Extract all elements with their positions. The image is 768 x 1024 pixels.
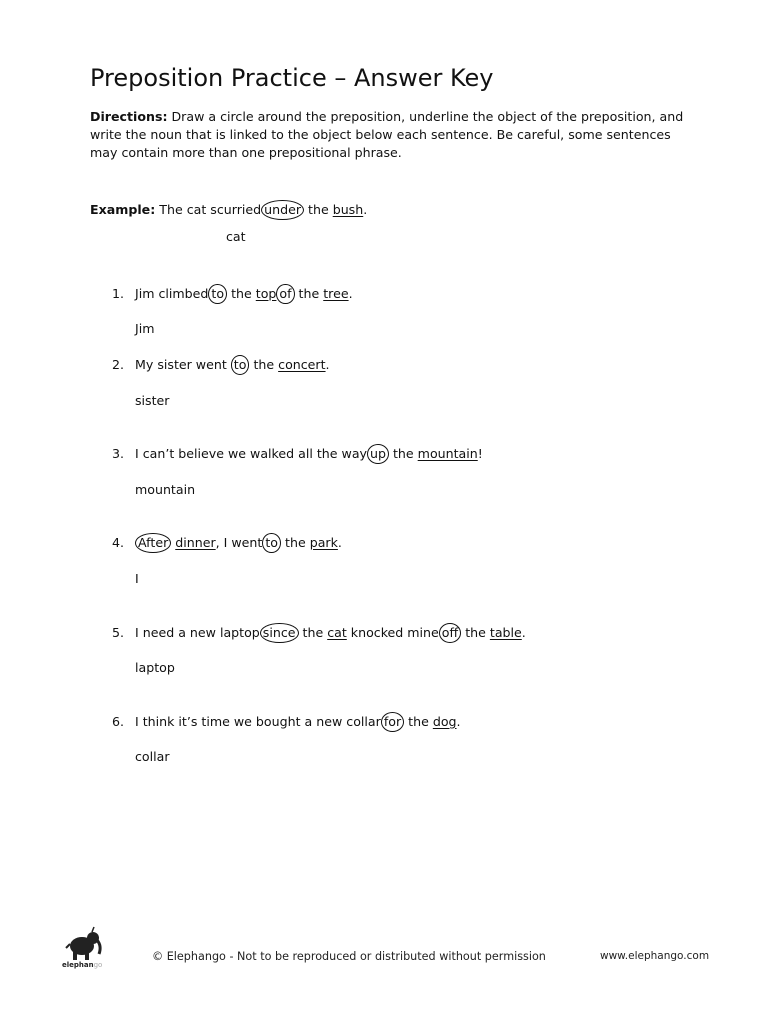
question-number: 5. (112, 625, 125, 640)
question-6-answer: collar (135, 749, 170, 764)
example-answer: cat (226, 229, 246, 244)
sentence-text: knocked mine (346, 625, 439, 640)
sentence-text: , I went (215, 535, 263, 550)
logo-text-light: go (93, 961, 103, 969)
logo-wordmark (62, 961, 102, 969)
sentence-text: I need a new laptop (135, 625, 260, 640)
circled-preposition: to (208, 284, 227, 304)
question-2-sentence (112, 355, 330, 375)
sentence-text: the (304, 202, 333, 217)
underlined-object: mountain (417, 446, 478, 461)
circled-preposition: of (276, 284, 294, 304)
question-number: 6. (112, 714, 125, 729)
sentence-text: . (363, 202, 368, 217)
sentence-text: the (298, 625, 328, 640)
sentence-text: . (456, 714, 461, 729)
underlined-object: park (309, 535, 338, 550)
circled-preposition: After (135, 533, 171, 553)
page-title: Preposition Practice – Answer Key (90, 64, 494, 92)
question-number: 2. (112, 357, 125, 372)
underlined-object: table (489, 625, 522, 640)
sentence-text: the (281, 535, 310, 550)
question-4-sentence (112, 533, 342, 553)
sentence-text: the (461, 625, 490, 640)
sentence-text: I think it’s time we bought a new collar (135, 714, 381, 729)
directions-text: Draw a circle around the preposition, underline the object of the preposition, and write the noun that is linked to the object below each sentence. Be careful, some sentences may contain more than one prepositional phrase. (90, 109, 684, 160)
sentence-text: Jim climbed (135, 286, 209, 301)
example-label: Example: (90, 202, 156, 217)
underlined-object: tree (323, 286, 349, 301)
underlined-object: dog (432, 714, 457, 729)
example-sentence (90, 200, 367, 220)
underlined-object: bush (332, 202, 364, 217)
underlined-object: concert (278, 357, 326, 372)
footer-url: www.elephango.com (600, 950, 710, 962)
circled-preposition: to (231, 355, 250, 375)
sentence-text: I can’t believe we walked all the way (135, 446, 367, 461)
sentence-text: the (249, 357, 279, 372)
question-1-sentence (112, 284, 353, 304)
sentence-text: . (325, 357, 330, 372)
sentence-text: the (388, 446, 418, 461)
question-number: 1. (112, 286, 125, 301)
circled-preposition: since (260, 623, 299, 643)
question-3-answer: mountain (135, 482, 196, 497)
question-6-sentence (112, 712, 461, 732)
circled-preposition: to (262, 533, 281, 553)
circled-preposition: for (381, 712, 404, 732)
sentence-text: . (348, 286, 353, 301)
sentence-text: ! (477, 446, 483, 461)
underlined-object: cat (327, 625, 347, 640)
directions (90, 108, 700, 162)
question-5-sentence (112, 623, 526, 643)
footer-copyright: © Elephango - Not to be reproduced or distributed without permission (152, 950, 546, 963)
underlined-object: top (255, 286, 277, 301)
sentence-text: the (404, 714, 433, 729)
question-number: 4. (112, 535, 125, 550)
question-4-answer: I (135, 571, 139, 586)
question-5-answer: laptop (135, 660, 175, 675)
sentence-text: the (227, 286, 256, 301)
sentence-text: . (337, 535, 342, 550)
question-number: 3. (112, 446, 125, 461)
circled-preposition: off (439, 623, 461, 643)
sentence-text: My sister went (135, 357, 231, 372)
directions-label: Directions: (90, 109, 168, 124)
question-3-sentence (112, 444, 483, 464)
question-2-answer: sister (135, 393, 170, 408)
circled-preposition: under (261, 200, 304, 220)
question-1-answer: Jim (135, 321, 155, 336)
sentence-text: The cat scurried (155, 202, 262, 217)
underlined-object: dinner (175, 535, 216, 550)
logo-text-dark: elephan (62, 961, 94, 969)
sentence-text: . (521, 625, 526, 640)
circled-preposition: up (367, 444, 389, 464)
sentence-text: the (294, 286, 324, 301)
